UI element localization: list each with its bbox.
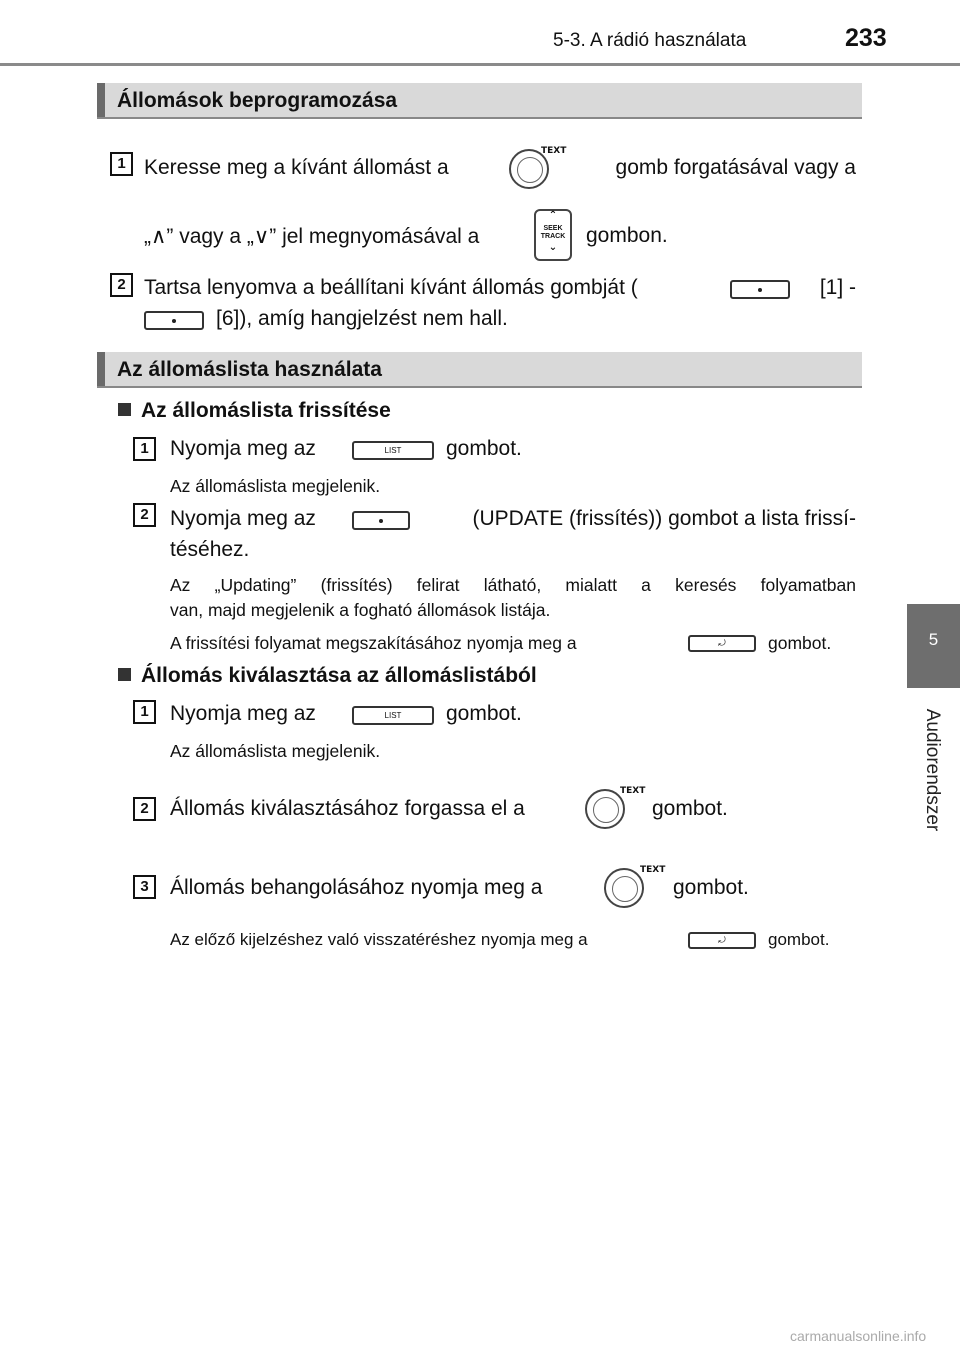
section-header-station-list (97, 352, 862, 388)
update-button-icon (352, 511, 410, 530)
step-text-part: gombon. (586, 224, 668, 247)
step-number: 2 (110, 273, 133, 297)
subsection-title: Állomás kiválasztása az állomáslistából (141, 664, 537, 687)
seek-text: SEEK (543, 225, 563, 232)
step-text-part: Keresse meg a kívánt állomást a (144, 156, 449, 179)
section-title: Az állomáslista használata (117, 358, 382, 381)
note-text-part: gombot. (768, 633, 832, 653)
step-text (170, 437, 570, 463)
back-button-icon: ⤾ (688, 932, 756, 949)
step-note: Az „Updating” (frissítés) felirat látható, mialatt a keresés folyamatban (170, 575, 856, 595)
step-note: van, majd megjelenik a fogható állomások listája. (170, 600, 551, 620)
seek-label (536, 225, 570, 241)
step-text-part: gombot. (446, 702, 522, 725)
step-number: 3 (133, 875, 156, 899)
step-text (144, 146, 856, 190)
square-bullet-icon (118, 403, 131, 416)
step-text (144, 276, 856, 302)
step-text (170, 507, 856, 533)
watermark: carmanualsonline.info (790, 1328, 927, 1344)
step-text (170, 863, 770, 911)
section-title: Állomások beprogramozása (117, 89, 398, 112)
chapter-number: 5 (928, 630, 939, 649)
step-text-part: Nyomja meg az (170, 702, 316, 725)
chapter-label: Audiorendszer (922, 708, 943, 832)
step-text-part: Állomás behangolásához nyomja meg a (170, 876, 543, 899)
step-text-part: Tartsa lenyomva a beállítani kívánt állomás gombját ( (144, 276, 638, 299)
subsection-title: Az állomáslista frissítése (141, 399, 391, 422)
step-number: 1 (110, 152, 133, 176)
step-text (144, 307, 664, 333)
preset-button-icon (144, 311, 204, 330)
header-rule (0, 63, 960, 66)
step-note: Az állomáslista megjelenik. (170, 476, 381, 496)
step-text-part: gombot. (446, 437, 522, 460)
step-text-part: „∧” vagy a „∨” jel megnyomásával a (144, 225, 480, 248)
step-text-part: gombot. (652, 797, 728, 820)
running-header: 5-3. A rádió használata (553, 30, 747, 51)
step-text-part: (UPDATE (frissítés)) gombot a lista frissí- (472, 507, 856, 530)
knob-label: TEXT (640, 865, 666, 875)
note-text-part: gombot. (768, 930, 830, 949)
step-text-part: [6]), amíg hangjelzést nem hall. (216, 307, 508, 330)
step-note (170, 930, 860, 952)
knob-label: TEXT (620, 786, 646, 796)
step-text-part: gombot. (673, 876, 749, 899)
chapter-label-container (908, 700, 956, 840)
preset-button-icon (730, 280, 790, 299)
list-button-icon: LIST (352, 706, 434, 725)
square-bullet-icon (118, 668, 131, 681)
step-text-part: gomb forgatásával vagy a (615, 156, 856, 179)
knob-label: TEXT (541, 146, 567, 156)
tune-knob-icon (604, 868, 644, 908)
back-button-icon: ⤾ (688, 635, 756, 652)
subsection-heading (118, 664, 537, 688)
chevron-down-icon: ⌄ (548, 242, 558, 253)
note-text-part: A frissítési folyamat megszakításához nyomja meg a (170, 633, 577, 653)
step-text (170, 702, 570, 728)
seek-track-button-icon (534, 209, 572, 261)
step-note: Az állomáslista megjelenik. (170, 741, 381, 761)
step-number: 2 (133, 503, 156, 527)
step-number: 1 (133, 437, 156, 461)
tune-knob-icon (585, 789, 625, 829)
step-number: 2 (133, 797, 156, 821)
step-number: 1 (133, 700, 156, 724)
track-text: TRACK (540, 233, 566, 240)
subsection-heading (118, 399, 391, 423)
note-text-part: Az előző kijelzéshez való visszatéréshez nyomja meg a (170, 930, 588, 949)
step-text-part: Nyomja meg az (170, 507, 316, 530)
list-button-icon: LIST (352, 441, 434, 460)
step-text (170, 784, 770, 832)
page-number: 233 (845, 24, 887, 52)
step-text-part: Állomás kiválasztásához forgassa el a (170, 797, 525, 820)
step-text-part: Nyomja meg az (170, 437, 316, 460)
step-text: téséhez. (170, 538, 250, 561)
chevron-up-icon: ⌃ (548, 210, 558, 221)
step-text-part: [1] - (819, 276, 856, 299)
step-text (144, 207, 704, 263)
section-header-programming (97, 83, 862, 119)
step-note (170, 633, 860, 655)
